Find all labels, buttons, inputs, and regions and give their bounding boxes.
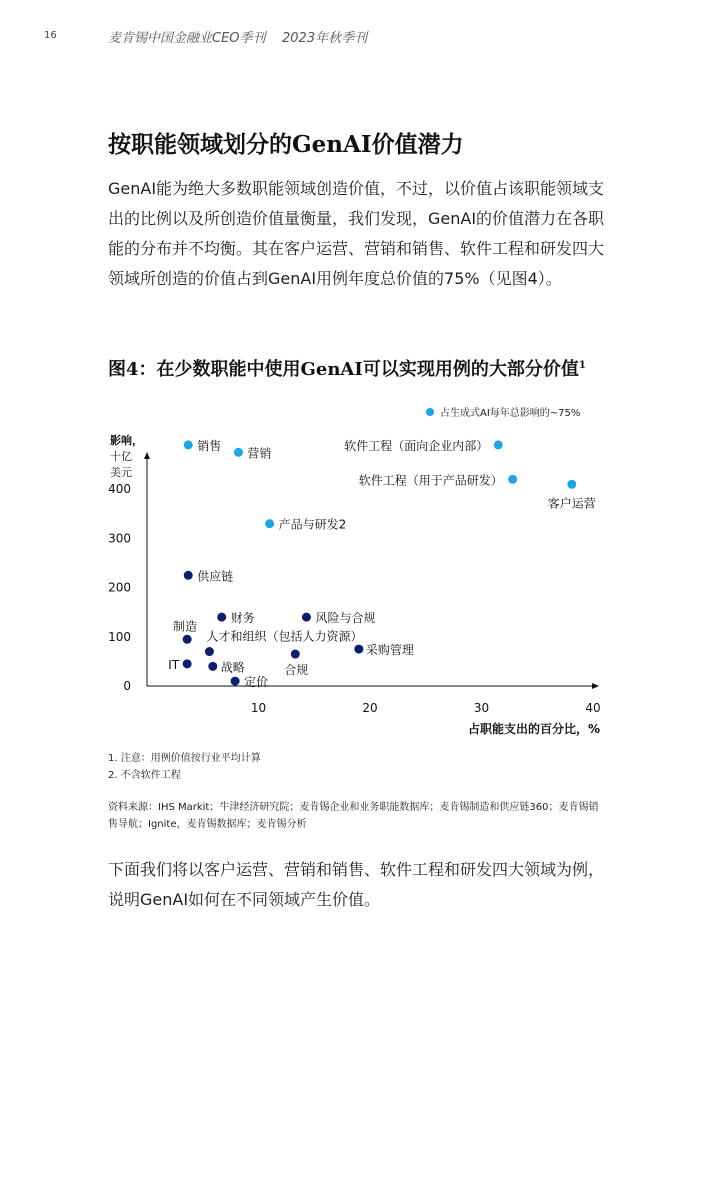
x-axis-arrow [592, 683, 599, 689]
figure-title-text: 图4：在少数职能中使用GenAI可以实现用例的大部分价值 [108, 359, 579, 380]
closing-paragraph: 下面我们将以客户运营、营销和销售、软件工程和研发四大领域为例，说明GenAI如何在不同领域产生价值。 [108, 860, 605, 909]
legend-label: 占生成式AI每年总影响的~75% [440, 408, 581, 419]
x-axis-title: 占职能支出的百分比，% [467, 722, 600, 736]
point-label: 销售 [197, 438, 222, 453]
point-label: IT [168, 657, 180, 672]
x-tick-label: 20 [362, 701, 378, 715]
figure-title-footnote: 1 [578, 360, 586, 371]
intro-paragraph: GenAI能为绝大多数职能领域创造价值，不过，以价值占该职能领域支出的比例以及所创造价值量衡量，我们发现，GenAI的价值潜力在各职能的分布并不均衡。其在客户运营、营销和销售、软件工程和研发四大领域所创造的价值占到GenAI用例年度总价值的75%（见图4）。 [108, 179, 605, 288]
figure-source: 资料来源：IHS Markit；牛津经济研究院；麦肯锡企业和业务职能数据库；麦肯锡制造和供应链360；麦肯锡销售导航；Ignite，麦肯锡数据库；麦肯锡分析 [108, 802, 599, 830]
scatter-point [354, 645, 363, 654]
scatter-point [217, 613, 226, 622]
point-label: 合规 [284, 663, 309, 678]
y-axis-arrow [144, 452, 150, 459]
scatter-point [234, 448, 243, 457]
y-tick-label: 0 [123, 679, 131, 693]
note-2: 2. 不含软件工程 [108, 770, 181, 781]
point-label: 财务 [230, 611, 255, 626]
legend [426, 406, 580, 419]
point-label: 软件工程（面向企业内部） [344, 438, 489, 453]
scatter-point [508, 475, 517, 484]
point-label: 采购管理 [365, 643, 414, 658]
point-label: 营销 [247, 446, 272, 461]
scatter-point [494, 440, 503, 449]
legend-marker [426, 408, 434, 416]
point-label: 软件工程（用于产品研发） [358, 473, 503, 488]
publication-name: 麦肯锡中国金融业CEO季刊 [108, 31, 266, 46]
y-axis-title-line1: 影响， [110, 434, 143, 447]
scatter-point [183, 659, 192, 668]
scatter-point [265, 519, 274, 528]
y-tick-label: 400 [108, 482, 131, 497]
point-label: 定价 [244, 675, 269, 690]
scatter-point [208, 662, 217, 671]
x-tick-label: 10 [250, 701, 267, 715]
x-tick-label: 40 [585, 701, 601, 715]
y-tick-label: 200 [108, 580, 131, 595]
point-label: 人才和组织（包括人力资源） [206, 629, 363, 644]
y-tick-label: 300 [108, 531, 131, 546]
issue-label: 2023年秋季刊 [282, 31, 368, 46]
x-tick-label: 30 [473, 701, 490, 715]
scatter-point [205, 647, 214, 656]
point-label: 客户运营 [547, 496, 596, 511]
figure-notes [108, 750, 261, 784]
scatter-point [184, 571, 193, 580]
point-label: 供应链 [197, 569, 234, 584]
point-label: 风险与合规 [315, 611, 376, 626]
note-1: 1. 注意：用例价值按行业平均计算 [108, 753, 261, 764]
y-tick-label: 100 [108, 629, 131, 644]
scatter-point [291, 650, 300, 659]
point-label: 产品与研发2 [278, 517, 347, 532]
y-axis-title-line3: 美元 [110, 466, 132, 479]
scatter-point [183, 635, 192, 644]
section-title: 按职能领域划分的GenAI价值潜力 [108, 131, 464, 158]
page-number: 16 [44, 30, 57, 41]
scatter-point [567, 480, 576, 489]
point-label: 制造 [173, 619, 198, 634]
scatter-point [231, 677, 240, 686]
scatter-point [184, 440, 193, 449]
y-axis-title-line2: 十亿 [110, 450, 132, 463]
scatter-point [302, 613, 311, 622]
point-label: 战略 [220, 660, 245, 675]
